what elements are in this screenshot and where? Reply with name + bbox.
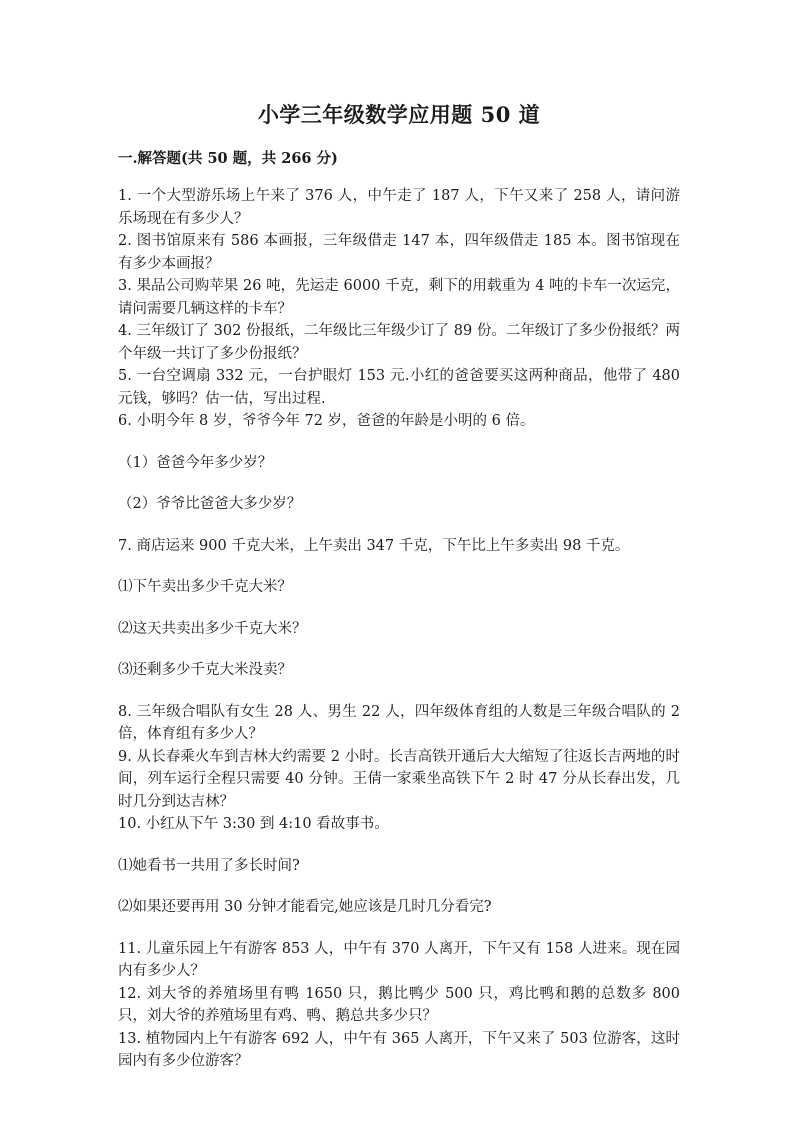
question-2: 2. 图书馆原来有 586 本画报，三年级借走 147 本，四年级借走 185 本。图书馆现在有多少本画报？ <box>118 233 680 272</box>
spacer <box>118 557 680 576</box>
spacer <box>118 516 680 535</box>
question-1: 1. 一个大型游乐场上午来了 376 人，中午走了 187 人，下午又来了 258 人，请问游乐场现在有多少人？ <box>118 188 680 227</box>
spacer <box>118 836 680 855</box>
question-9: 9. 从长春乘火车到吉林大约需要 2 小时。长吉高铁开通后大大缩短了往返长吉两地的时间，列车运行全程只需要 40 分钟。王倩一家乘坐高铁下午 2 时 47 分从长春出发，几时几分到达吉林？ <box>118 748 680 810</box>
question-13: 13. 植物园内上午有游客 692 人，中午有 365 人离开，下午又来了 503 位游客，这时园内有多少位游客？ <box>118 1030 680 1069</box>
spacer <box>118 433 680 452</box>
spacer <box>118 919 680 938</box>
question-12: 12. 刘大爷的养殖场里有鸭 1650 只，鹅比鸭少 500 只，鸡比鸭和鹅的总数多 800 只，刘大爷的养殖场里有鸡、鸭、鹅总共多少只？ <box>118 985 680 1024</box>
sub-question: （2）爷爷比爸爸大多少岁？ <box>118 496 302 512</box>
sub-question: ⑴她看书一共用了多长时间? <box>118 857 300 874</box>
sub-question: ⑵如果还要再用 30 分钟才能看完,她应该是几时几分看完? <box>118 899 492 915</box>
page-title: 小学三年级数学应用题 50 道 <box>257 102 541 127</box>
question-5: 5. 一台空调扇 332 元，一台护眼灯 153 元.小红的爸爸要买这两种商品，他带了 480 元钱，够吗？估一估，写出过程. <box>118 368 680 407</box>
question-4: 4. 三年级订了 302 份报纸，二年级比三年级少订了 89 份。二年级订了多少份报纸？两个年级一共订了多少份报纸？ <box>118 323 680 362</box>
spacer <box>118 474 680 493</box>
question-11: 11. 儿童乐园上午有游客 853 人，中午有 370 人离开，下午又有 158 人进来。现在园内有多少人？ <box>118 940 680 979</box>
question-10: 10. 小红从下午 3:30 到 4:10 看故事书。 <box>118 816 389 832</box>
sub-question: ⑴下午卖出多少千克大米？ <box>118 579 292 595</box>
question-7: 7. 商店运来 900 千克大米，上午卖出 347 千克，下午比上午多卖出 98 千克。 <box>118 537 630 554</box>
section-heading: 一.解答题(共 50 题，共 266 分) <box>118 150 338 167</box>
sub-question: ⑶还剩多少千克大米没卖？ <box>118 662 292 678</box>
question-6: 6. 小明今年 8 岁，爷爷今年 72 岁，爸爸的年龄是小明的 6 倍。 <box>118 413 535 429</box>
spacer <box>118 682 680 701</box>
spacer <box>118 877 680 896</box>
sub-question: （1）爸爸今年多少岁？ <box>118 454 273 471</box>
sub-question: ⑵这天共卖出多少千克大米？ <box>118 620 307 637</box>
question-list <box>118 185 680 1073</box>
spacer <box>118 640 680 659</box>
spacer <box>118 599 680 618</box>
question-8: 8. 三年级合唱队有女生 28 人、男生 22 人，四年级体育组的人数是三年级合唱队的 2 倍，体育组有多少人？ <box>118 703 680 742</box>
question-3: 3. 果品公司购苹果 26 吨，先运走 6000 千克，剩下的用载重为 4 吨的卡车一次运完，请问需要几辆这样的卡车？ <box>118 278 680 317</box>
